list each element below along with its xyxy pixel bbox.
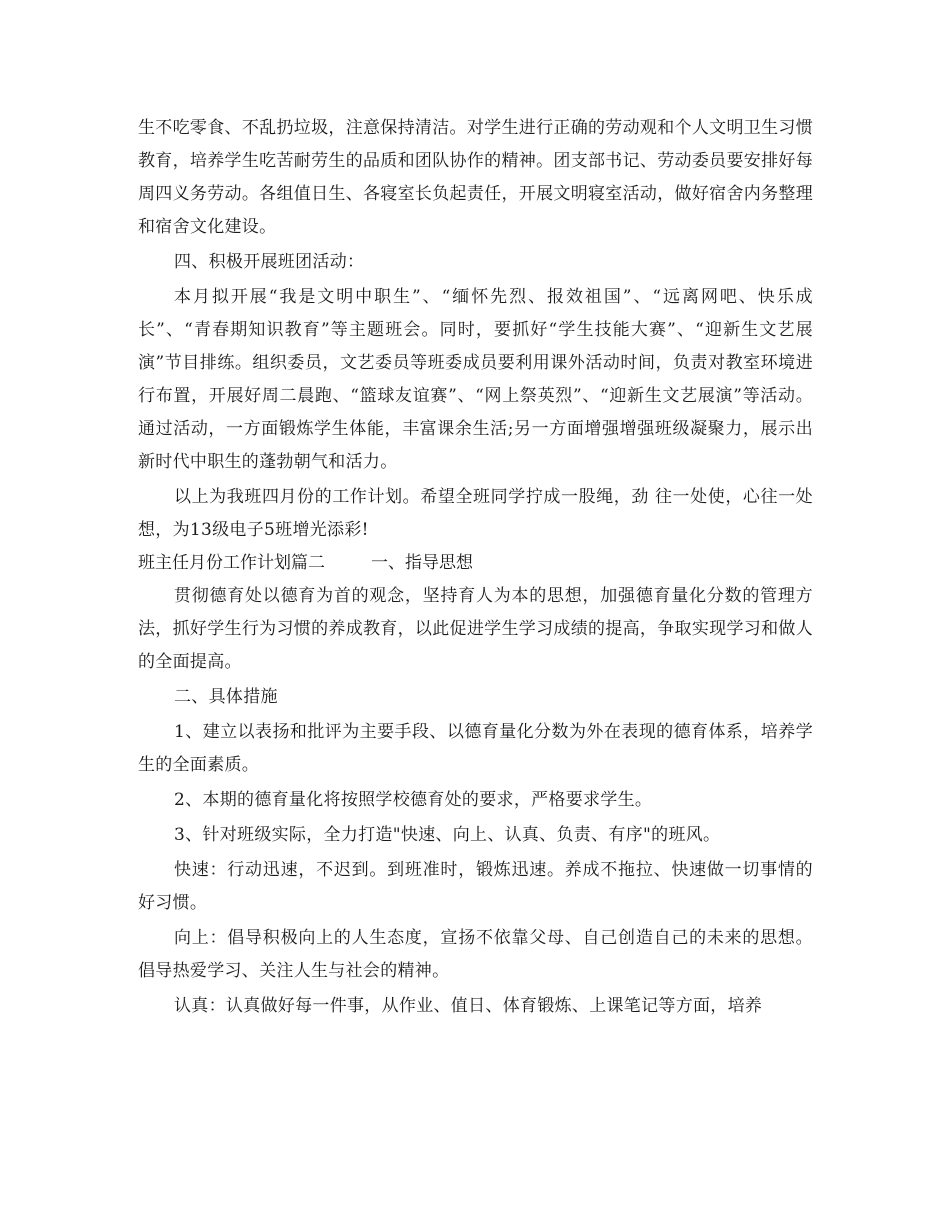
paragraph-guiding-thought: 贯彻德育处以德育为首的观念，坚持育人为本的思想，加强德育量化分数的管理方法，抓好学生行为习惯的养成教育，以此促进学生学习成绩的提高，争取实现学习和做人的全面提高。 xyxy=(138,586,813,672)
heading-class-activities: 四、积极开展班团活动： xyxy=(174,252,365,272)
section-subtitle: 一、指导思想 xyxy=(371,553,473,573)
paragraph-upward: 向上：倡导积极向上的人生态度，宣扬不依靠父母、自己创造自己的未来的思想。倡导热爱学习、关注人生与社会的精神。 xyxy=(138,928,813,981)
section-title: 班主任月份工作计划篇二 xyxy=(138,553,325,573)
paragraph-hygiene: 生不吃零食、不乱扔垃圾，注意保持清洁。对学生进行正确的劳动观和个人文明卫生习惯教育，培养学生吃苦耐劳生的品质和团队协作的精神。团支部书记、劳动委员要安排好每周四义务劳动。各组值日生、各寝室长负起责任，开展文明寝室活动，做好宿舍内务整理和宿舍文化建设。 xyxy=(138,118,813,237)
heading-specific-measures: 二、具体措施 xyxy=(174,687,278,707)
paragraph-serious: 认真：认真做好每一件事，从作业、值日、体育锻炼、上课笔记等方面，培养 xyxy=(174,996,763,1016)
measure-item-1: 1、建立以表扬和批评为主要手段、以德育量化分数为外在表现的德育体系，培养学生的全面素质。 xyxy=(138,722,813,775)
section-heading xyxy=(138,547,813,580)
paragraph-activities: 本月拟开展“我是文明中职生”、“缅怀先烈、报效祖国”、“远离网吧、快乐成长”、“青春期知识教育”等主题班会。同时，要抓好“学生技能大赛”、“迎新生文艺展演”节目排练。组织委员，文艺委员等班委成员要利用课外活动时间，负责对教室环境进行布置，开展好周二晨跑、“篮球友谊赛”、“网上祭英烈”、“迎新生文艺展演”等活动。通过活动，一方面锻炼学生体能，丰富课余生活;另一方面增强增强班级凝聚力，展示出新时代中职生的蓬勃朝气和活力。 xyxy=(138,287,813,472)
paragraph-conclusion: 以上为我班四月份的工作计划。希望全班同学拧成一股绳，劲 往一处使，心往一处想，为13级电子5班增光添彩! xyxy=(138,487,813,540)
measure-item-2: 2、本期的德育量化将按照学校德育处的要求，严格要求学生。 xyxy=(174,790,653,810)
paragraph-fast: 快速：行动迅速，不迟到。到班准时，锻炼迅速。养成不拖拉、快速做一切事情的好习惯。 xyxy=(138,860,813,913)
document-page xyxy=(138,112,813,1023)
measure-item-3: 3、针对班级实际，全力打造"快速、向上、认真、负责、有序"的班风。 xyxy=(174,825,721,845)
